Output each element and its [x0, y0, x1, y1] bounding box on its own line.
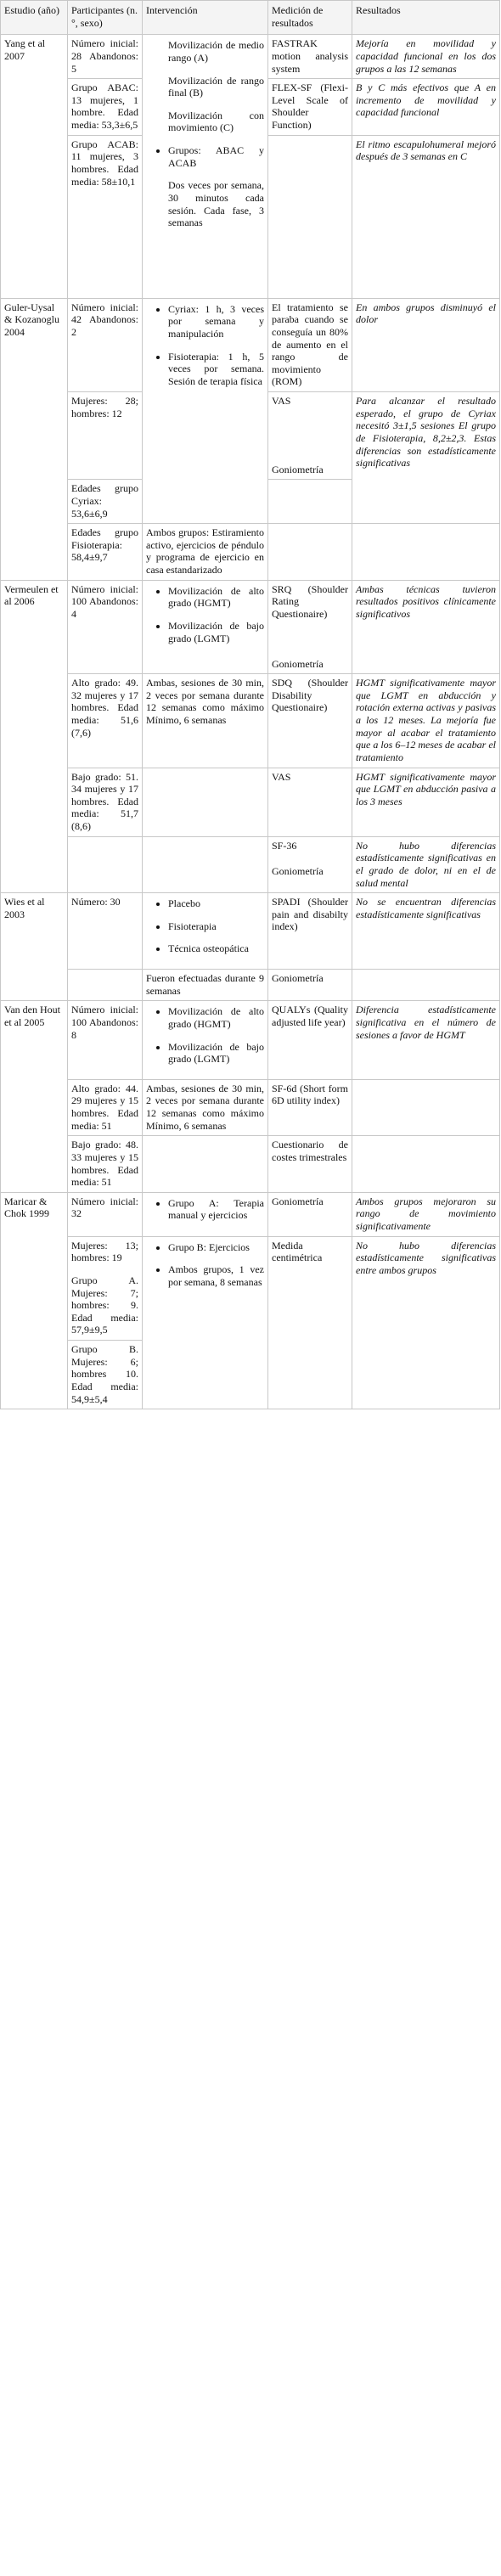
- measure-cell: [268, 480, 352, 524]
- table-row: [1, 298, 500, 391]
- result-cell: [352, 1079, 500, 1136]
- participants-cell: [68, 970, 143, 1001]
- participants-cell: Número inicial: 28 Abandonos: 5: [68, 35, 143, 79]
- intervention-text: Movilización de medio rango (A): [168, 39, 264, 64]
- intervention-bullet: • Cyriax: 1 h, 3 veces por semana y manipulación: [168, 303, 264, 340]
- intervention-cell: Ambas, sesiones de 30 min, 2 veces por semana durante 12 semanas como máximo Mínimo, 6 semanas: [143, 674, 268, 768]
- table-row: [1, 768, 500, 836]
- result-cell: Para alcanzar el resultado esperado, el grupo de Cyriax necesitó 3±1,5 sesiones El grupo de Fisioterapia, 8,2±2,3. Estas diferencias son estadísticamente significativas: [352, 392, 500, 524]
- header-measures: Medición de resultados: [268, 1, 352, 35]
- measure-cell: FLEX-SF (Flexi-Level Scale of Shoulder Function): [268, 79, 352, 136]
- measure-item: VAS: [272, 395, 291, 407]
- intervention-cell: [143, 580, 268, 674]
- intervention-cell: Fueron efectuadas durante 9 semanas: [143, 970, 268, 1001]
- participants-cell: Bajo grado: 51. 34 mujeres y 17 hombres. Edad media: 51,7 (8,6): [68, 768, 143, 836]
- measure-cell: Goniometría: [268, 1192, 352, 1236]
- table-row: [1, 836, 500, 893]
- intervention-cell: [143, 1136, 268, 1193]
- study-name: Maricar & Chok 1999: [1, 1192, 68, 1409]
- table-row: [1, 35, 500, 79]
- result-cell: No se encuentran diferencias estadísticamente significativas: [352, 893, 500, 970]
- study-name: Van den Hout et al 2005: [1, 1001, 68, 1193]
- participants-cell: Número inicial: 32: [68, 1192, 143, 1236]
- intervention-bullet: • Grupo A: Terapia manual y ejercicios: [168, 1197, 264, 1222]
- result-cell: No hubo diferencias estadísticamente significativas entre ambos grupos: [352, 1236, 500, 1409]
- measure-cell: El tratamiento se paraba cuando se conseguía un 80% de aumento en el rango de movimiento (ROM): [268, 298, 352, 391]
- study-name: Guler-Uysal & Kozanoglu 2004: [1, 298, 68, 580]
- result-cell: Mejoría en movilidad y capacidad funcional en los dos grupos a las 12 semanas: [352, 35, 500, 79]
- intervention-bullet: • Ambos grupos, 1 vez por semana, 8 semanas: [168, 1263, 264, 1288]
- result-cell: HGMT significativamente mayor que LGMT en abducción pasiva a los 3 meses: [352, 768, 500, 836]
- header-intervention: Intervención: [143, 1, 268, 35]
- intervention-bullet: • Fisioterapia: [168, 920, 264, 933]
- study-name: Vermeulen et al 2006: [1, 580, 68, 893]
- header-row: [1, 1, 500, 35]
- table-row: [1, 1192, 500, 1236]
- intervention-bullet: • Movilización de alto grado (HGMT): [168, 585, 264, 610]
- result-cell: [352, 1136, 500, 1193]
- result-cell: Ambos grupos mejoraron su rango de movimiento significativamente: [352, 1192, 500, 1236]
- table-row: [1, 893, 500, 970]
- measure-cell: SF-6d (Short form 6D utility index): [268, 1079, 352, 1136]
- intervention-bullet: • Fisioterapia: 1 h, 5 veces por semana. Sesión de terapia física: [168, 351, 264, 388]
- measure-cell: FASTRAK motion analysis system: [268, 35, 352, 79]
- measure-item: Goniometría: [272, 865, 324, 878]
- table-row: [1, 674, 500, 768]
- participants-cell: Alto grado: 49. 32 mujeres y 17 hombres. Edad media: 51,6 (7,6): [68, 674, 143, 768]
- result-cell: HGMT significativamente mayor que LGMT en abducción y rotación externa activas y pasivas a los 12 meses. La mejoría fue mayor al acabar el tratamiento que a los 6–12 meses de acabar el tratamiento: [352, 674, 500, 768]
- result-cell: [352, 524, 500, 581]
- participants-cell: Número: 30: [68, 893, 143, 970]
- measure-cell: SDQ (Shoulder Disability Questionaire): [268, 674, 352, 768]
- participants-cell: [68, 836, 143, 893]
- intervention-cell: [143, 298, 268, 524]
- intervention-bullet: • Placebo: [168, 897, 264, 910]
- result-cell: B y C más efectivos que A en incremento de movilidad y capacidad funcional: [352, 79, 500, 136]
- study-name: Wies et al 2003: [1, 893, 68, 1001]
- table-row: [1, 1236, 500, 1340]
- result-cell: El ritmo escapulohumeral mejoró después de 3 semanas en C: [352, 135, 500, 298]
- table-row: [1, 524, 500, 581]
- participants-item: Mujeres: 13; hombres: 19: [71, 1239, 138, 1264]
- measure-cell: [268, 392, 352, 480]
- measure-cell: [268, 524, 352, 581]
- header-results: Resultados: [352, 1, 500, 35]
- intervention-text: Movilización con movimiento (C): [168, 109, 264, 134]
- intervention-text: Dos veces por semana, 30 minutos cada sesión. Cada fase, 3 semanas: [168, 179, 264, 229]
- intervention-cell: Ambos grupos: Estiramiento activo, ejercicios de péndulo y programa de ejercicio en casa estandarizado: [143, 524, 268, 581]
- header-study: Estudio (año): [1, 1, 68, 35]
- participants-cell: Grupo B. Mujeres: 6; hombres 10. Edad media: 54,9±5,4: [68, 1341, 143, 1409]
- intervention-cell: [143, 35, 268, 298]
- measure-item: SRQ (Shoulder Rating Questionaire): [272, 582, 348, 620]
- measure-cell: SPADI (Shoulder pain and disabilty index): [268, 893, 352, 970]
- intervention-cell: [143, 1001, 268, 1080]
- intervention-bullet: • Técnica osteopática: [168, 942, 264, 955]
- intervention-bullet: • Movilización de alto grado (HGMT): [168, 1005, 264, 1030]
- result-cell: En ambos grupos disminuyó el dolor: [352, 298, 500, 391]
- result-cell: Diferencia estadísticamente significativa en el número de sesiones a favor de HGMT: [352, 1001, 500, 1080]
- participants-cell: Bajo grado: 48. 33 mujeres y 15 hombres. Edad media: 51: [68, 1136, 143, 1193]
- measure-item: SF-36: [272, 839, 297, 852]
- intervention-cell: [143, 1192, 268, 1236]
- participants-cell: Grupo ACAB: 11 mujeres, 3 hombres. Edad media: 58±10,1: [68, 135, 143, 298]
- participants-cell: Mujeres: 28; hombres: 12: [68, 392, 143, 480]
- measure-cell: VAS: [268, 768, 352, 836]
- study-name: Yang et al 2007: [1, 35, 68, 298]
- measure-cell: [268, 836, 352, 893]
- measure-item: Goniometría: [272, 657, 324, 670]
- table-row: [1, 1001, 500, 1080]
- measure-cell: Medida centimétrica: [268, 1236, 352, 1409]
- participants-cell: Grupo ABAC: 13 mujeres, 1 hombre. Edad media: 53,3±6,5: [68, 79, 143, 136]
- participants-cell: [68, 1236, 143, 1340]
- participants-cell: Número inicial: 100 Abandonos: 8: [68, 1001, 143, 1080]
- intervention-bullet: • Grupo B: Ejercicios: [168, 1241, 264, 1254]
- participants-cell: Edades grupo Cyriax: 53,6±6,9: [68, 480, 143, 524]
- participants-item: Grupo A. Mujeres: 7; hombres: 9. Edad media: 57,9±9,5: [71, 1274, 138, 1336]
- table-row: [1, 580, 500, 674]
- intervention-text: Movilización de rango final (B): [168, 74, 264, 99]
- intervention-bullet: • Movilización de bajo grado (LGMT): [168, 620, 264, 644]
- participants-cell: Número inicial: 42 Abandonos: 2: [68, 298, 143, 391]
- intervention-cell: [143, 836, 268, 893]
- table-row: [1, 1079, 500, 1136]
- participants-cell: Edades grupo Fisioterapia: 58,4±9,7: [68, 524, 143, 581]
- intervention-bullet: • Movilización de bajo grado (LGMT): [168, 1041, 264, 1066]
- participants-cell: Alto grado: 44. 29 mujeres y 15 hombres. Edad media: 51: [68, 1079, 143, 1136]
- table-row: [1, 1136, 500, 1193]
- measure-cell: Cuestionario de costes trimestrales: [268, 1136, 352, 1193]
- result-cell: Ambas técnicas tuvieron resultados positivos clínicamente significativos: [352, 580, 500, 674]
- header-participants: Participantes (n.°, sexo): [68, 1, 143, 35]
- intervention-cell: [143, 768, 268, 836]
- measure-cell: Goniometría: [268, 970, 352, 1001]
- result-cell: [352, 970, 500, 1001]
- intervention-cell: [143, 893, 268, 970]
- measure-cell: [268, 580, 352, 674]
- measure-cell: QUALYs (Quality adjusted life year): [268, 1001, 352, 1080]
- intervention-cell: [143, 1236, 268, 1409]
- table-row: [1, 970, 500, 1001]
- result-cell: No hubo diferencias estadísticamente significativas en el grado de dolor, ni en el de salud mental: [352, 836, 500, 893]
- measure-item: Goniometría: [272, 463, 324, 475]
- intervention-cell: Ambas, sesiones de 30 min, 2 veces por semana durante 12 semanas como máximo Mínimo, 6 semanas: [143, 1079, 268, 1136]
- participants-cell: Número inicial: 100 Abandonos: 4: [68, 580, 143, 674]
- intervention-bullet: • Grupos: ABAC y ACAB: [168, 144, 264, 169]
- measure-cell: [268, 135, 352, 298]
